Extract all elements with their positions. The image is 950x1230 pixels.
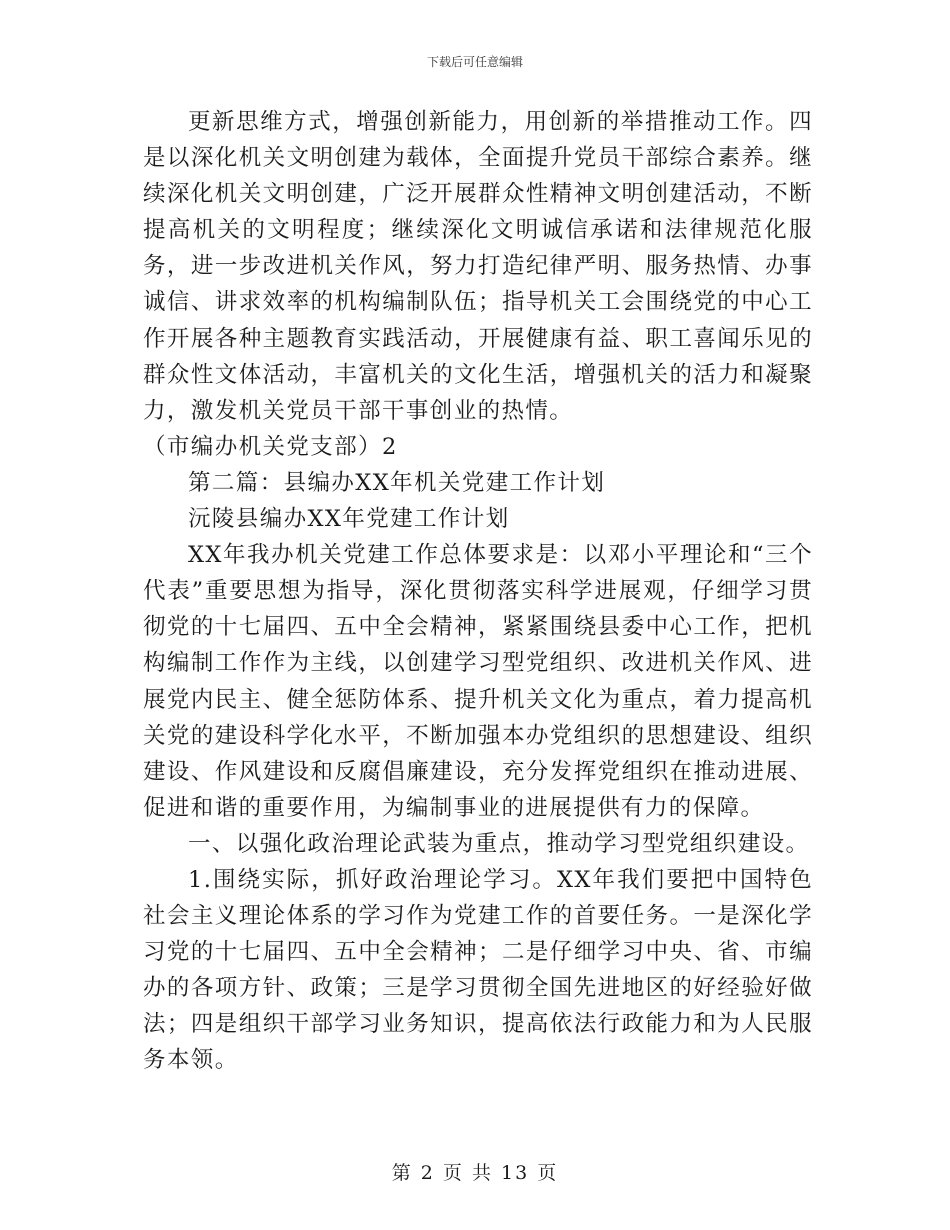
page-footer: 第 2 页 共 13 页 [391,1162,559,1184]
paragraph: XX年我办机关党建工作总体要求是：以邓小平理论和“三个代表”重要思想为指导，深化贯彻落实科学进展观，仔细学习贯彻党的十七届四、五中全会精神，紧紧围绕县委中心工作，把机构编制工作作为主线，以创建学习型党组织、改进机关作风、进展党内民主、健全惩防体系、提升机关文化为重点，着力提高机关党的建设科学化水平，不断加强本办党组织的思想建设、组织建设、作风建设和反腐倡廉建设，充分发挥党组织在推动进展、促进和谐的重要作用，为编制事业的进展提供有力的保障。 [143,542,813,821]
paragraph: 更新思维方式，增强创新能力，用创新的举措推动工作。四是以深化机关文明创建为载体，全面提升党员干部综合素养。继续深化机关文明创建，广泛开展群众性精神文明创建活动，不断提高机关的文明程度；继续深化文明诚信承诺和法律规范化服务，进一步改进机关作风，努力打造纪律严明、服务热情、办事诚信、讲求效率的机构编制队伍；指导机关工会围绕党的中心工作开展各种主题教育实践活动，开展健康有益、职工喜闻乐见的群众性文体活动，丰富机关的文化生活，增强机关的活力和凝聚力，激发机关党员干部干事创业的热情。 [143,109,813,424]
paragraph: 1.围绕实际，抓好政治理论学习。XX年我们要把中国特色社会主义理论体系的学习作为党建工作的首要任务。一是深化学习党的十七届四、五中全会精神；二是仔细学习中央、省、市编办的各项方针、政策；三是学习贯彻全国先进地区的好经验好做法；四是组织干部学习业务知识，提高依法行政能力和为人民服务本领。 [143,866,813,1074]
document-body [143,104,813,1079]
page-header: 下载后可任意编辑 [426,55,523,69]
document-title: 沅陵县编办XX年党建工作计划 [188,506,510,533]
section-heading: 第二篇：县编办XX年机关党建工作计划 [188,469,606,496]
section-heading: 一、以强化政治理论武装为重点，推动学习型党组织建设。 [188,830,810,857]
paragraph-attribution: （市编办机关党支部）2 [143,433,398,460]
